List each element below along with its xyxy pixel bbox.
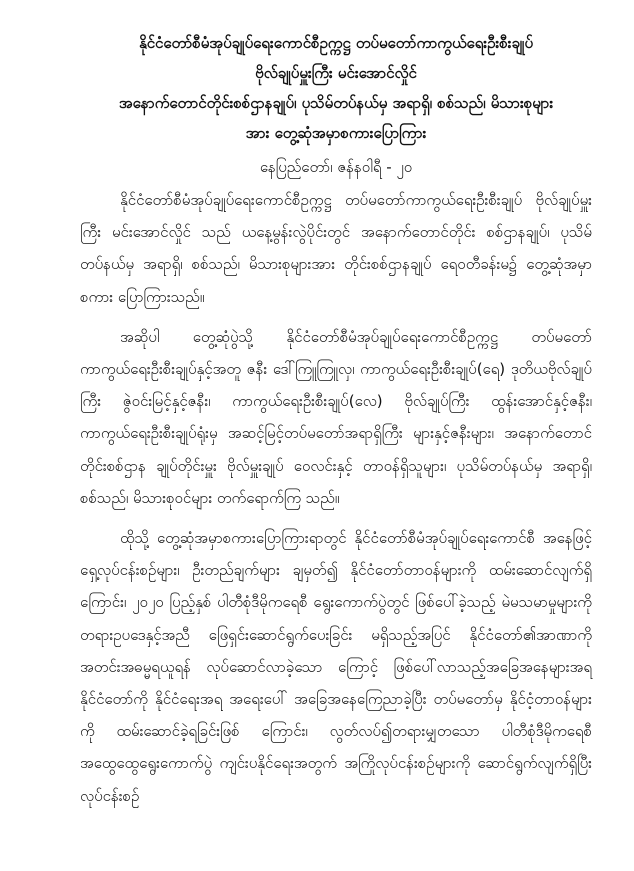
dateline: နေပြည်တော်၊ ဇန်နဝါရီ - ၂၀ — [259, 158, 413, 176]
headline-line-1: နိုင်ငံတော်စီမံအုပ်ချုပ်ရေးကောင်စီဥက္ကဋ္ဌ တပ်မတော်ကာကွယ်ရေးဦးစီးချုပ် — [138, 34, 534, 52]
headline-block — [80, 28, 592, 148]
headline-line-4: အား တွေ့ဆုံအမှာစကားပြောကြား — [245, 124, 427, 142]
body-paragraph-2: အဆိုပါ တွေ့ဆုံပွဲသို့ နိုင်ငံတော်စီမံအုပ်ချုပ်ရေးကောင်စီဥက္ကဋ္ဌ တပ်မတော် ကာကွယ်ရေးဦးစီးချုပ်နှင့်အတူ ဇနီး ဒေါ်ကြူကြူလှ၊ ကာကွယ်ရေးဦးစီးချုပ်(ရေ) ဒုတိယဗိုလ်ချုပ်ကြီး ဇွဲဝင်းမြင့်နှင့်ဇနီး၊ ကာကွယ်ရေးဦးစီးချုပ်(လေ) ဗိုလ်ချုပ်ကြီး ထွန်းအောင်နှင့်ဇနီး၊ ကာကွယ်ရေးဦးစီးချုပ်ရုံးမှ အဆင့်မြင့်တပ်မတော်အရာရှိကြီး များနှင့်ဇနီးများ၊ အနောက်တောင်တိုင်းစစ်ဌာန ချုပ်တိုင်းမှူး ဗိုလ်မှူးချုပ် ဝေလင်းနှင့် တာဝန်ရှိသူများ၊ ပုသိမ်တပ်နယ်မှ အရာရှိ၊ စစ်သည်၊ မိသားစုဝင်များ တက်ရောက်ကြ သည်။ — [80, 327, 592, 507]
headline-line-3: အနောက်တောင်တိုင်းစစ်ဌာနချုပ်၊ ပုသိမ်တပ်နယ်မှ အရာရှိ၊ စစ်သည်၊ မိသားစုများ — [118, 94, 554, 112]
headline-line-2: ဗိုလ်ချုပ်မှူးကြီး မင်းအောင်လှိုင် — [255, 64, 417, 82]
body-paragraph-3: ထိုသို့ တွေ့ဆုံအမှာစကားပြောကြားရာတွင် နိုင်ငံတော်စီမံအုပ်ချုပ်ရေးကောင်စီ အနေဖြင့် ရှေ့လုပ်ငန်းစဉ်များ၊ ဦးတည်ချက်များ ချမှတ်၍ နိုင်ငံတော်တာဝန်များကို ထမ်းဆောင်လျက်ရှိကြောင်း၊ ၂၀၂၀ ပြည့်နှစ် ပါတီစုံဒီမိုကရေစီ ရွေးကောက်ပွဲတွင် ဖြစ်ပေါ်ခဲ့သည့် မဲမသမာမှုများကို တရားဥပဒေနှင့်အညီ ဖြေရှင်းဆောင်ရွက်ပေးခြင်း မရှိသည့်အပြင် နိုင်ငံတော်၏အာဏာကို အတင်းအဓမ္မရယူရန် လုပ်ဆောင်လာခဲ့သော ကြောင့် ဖြစ်ပေါ်လာသည့်အခြေအနေများအရ နိုင်ငံတော်ကို နိုင်ငံရေးအရ အရေးပေါ် အခြေအနေကြေညာခဲ့ပြီး တပ်မတော်မှ နိုင်ငံ့တာဝန်များကို ထမ်းဆောင်ခဲ့ရခြင်းဖြစ် ကြောင်း၊ လွတ်လပ်၍တရားမျှတသော ပါတီစုံဒီမိုကရေစီ အထွေထွေရွေးကောက်ပွဲ ကျင်းပနိုင်ရေးအတွက် အကြိုလုပ်ငန်းစဉ်များကို ဆောင်ရွက်လျက်ရှိပြီး လုပ်ငန်းစဉ် — [80, 529, 592, 805]
body-paragraph-1: နိုင်ငံတော်စီမံအုပ်ချုပ်ရေးကောင်စီဥက္ကဋ္ဌ တပ်မတော်ကာကွယ်ရေးဦးစီးချုပ် ဗိုလ်ချုပ်မှူးကြီး မင်းအောင်လှိုင် သည် ယနေ့မွန်းလွဲပိုင်းတွင် အနောက်တောင်တိုင်း စစ်ဌာနချုပ်၊ ပုသိမ်တပ်နယ်မှ အရာရှိ၊ စစ်သည်၊ မိသားစုများအား တိုင်းစစ်ဌာနချုပ် ရေဝတီခန်းမ၌ တွေ့ဆုံအမှာစကား ပြောကြားသည်။ — [80, 191, 592, 306]
